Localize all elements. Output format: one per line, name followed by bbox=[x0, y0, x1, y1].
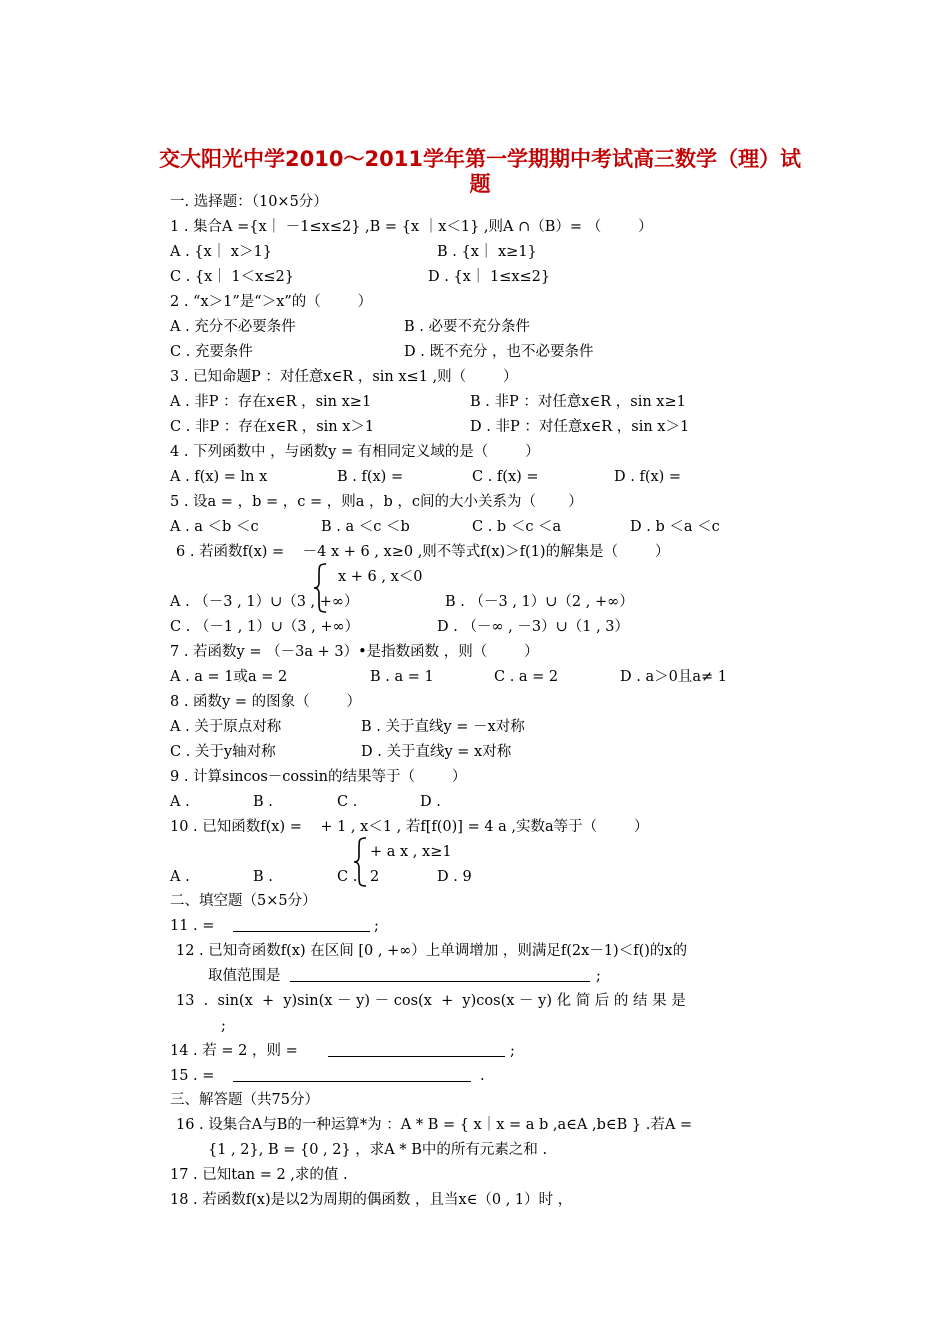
text-line: D . bbox=[420, 794, 441, 810]
text-line: D . （－∞ , －3）∪（1 , 3） bbox=[437, 619, 630, 635]
text-line: ; bbox=[221, 1018, 226, 1034]
text-line: C . b ＜c ＜a bbox=[472, 519, 562, 535]
text-line: 取值范围是 bbox=[208, 968, 281, 984]
text-line: A . 关于原点对称 bbox=[170, 719, 282, 735]
text-line: D . {x｜ 1≤x≤2} bbox=[428, 269, 551, 285]
text-line: 17 . 已知tan = 2 ,求的值 . bbox=[170, 1167, 348, 1183]
text-line: A . a ＜b ＜c bbox=[170, 519, 259, 535]
text-line: 5 . 设a = ，b = ，c = ，则a ，b ，c间的大小关系为（ ） bbox=[170, 494, 583, 510]
text-line: 一. 选择题：（10×5分） bbox=[170, 194, 328, 210]
text-line: C . 充要条件 bbox=[170, 344, 253, 360]
text-line: 3 . 已知命题P ：对任意x∈R ，sin x≤1 ,则（ ） bbox=[170, 369, 518, 385]
text-line: . bbox=[480, 1068, 485, 1084]
text-line: ; bbox=[596, 968, 601, 984]
text-line: A . 充分不必要条件 bbox=[170, 319, 296, 335]
text-line: 2 bbox=[370, 869, 380, 885]
text-line: B . 非P ：对任意x∈R ，sin x≥1 bbox=[470, 394, 686, 410]
text-line: 9 . 计算sincos－cossin的结果等于（ ） bbox=[170, 769, 467, 785]
text-line: B . f(x) = bbox=[337, 469, 404, 485]
text-line: 11 . = bbox=[170, 918, 215, 934]
text-line: 18 . 若函数f(x)是以2为周期的偶函数 ，且当x∈（0 , 1）时 ， bbox=[170, 1192, 573, 1208]
text-line: A . bbox=[170, 869, 190, 885]
text-line: B . （－3 , 1）∪（2 , +∞） bbox=[445, 594, 634, 610]
text-line: D . 9 bbox=[437, 869, 472, 885]
text-line: C . bbox=[337, 794, 358, 810]
text-line: 12 . 已知奇函数f(x) 在区间 [0 , +∞）上单调增加 ，则满足f(2x－1)＜f()的x的 bbox=[176, 943, 688, 959]
text-line: + a x , x≥1 bbox=[370, 844, 452, 860]
text-line: A . {x｜ x＞1} bbox=[170, 244, 272, 260]
text-line: D . a＞0且a≠ 1 bbox=[620, 669, 727, 685]
text-line: D . 既不充分 ，也不必要条件 bbox=[404, 344, 594, 360]
text-line: C . 关于y轴对称 bbox=[170, 744, 276, 760]
text-line: D . f(x) = bbox=[614, 469, 682, 485]
text-line: A . bbox=[170, 794, 190, 810]
text-line: B . {x｜ x≥1} bbox=[437, 244, 537, 260]
text-line: 8 . 函数y = 的图象（ ） bbox=[170, 694, 361, 710]
text-line: A . a = 1或a = 2 bbox=[170, 669, 288, 685]
text-line: 6 . 若函数f(x) = －4 x + 6 , x≥0 ,则不等式f(x)＞f(1)的解集是（ ） bbox=[176, 544, 670, 560]
text-line: 15 . = bbox=[170, 1068, 215, 1084]
text-line: 三、解答题（共75分） bbox=[170, 1092, 319, 1108]
text-line: 1 . 集合A ={x｜ －1≤x≤2} ,B = {x ｜x＜1} ,则A ∩（B）= （ ） bbox=[170, 219, 653, 235]
text-line: 14 . 若 = 2 ，则 = bbox=[170, 1043, 298, 1059]
text-line: x + 6 , x＜0 bbox=[338, 569, 423, 585]
text-line: B . a ＜c ＜b bbox=[321, 519, 410, 535]
text-line: 7 . 若函数y = （－3a + 3）•是指数函数 ，则（ ） bbox=[170, 644, 539, 660]
text-line: 16 . 设集合A与B的一种运算*为 ：A * B = { x｜x = a b ,a∈A ,b∈B } .若A = bbox=[176, 1117, 693, 1133]
text-line: ; bbox=[374, 918, 379, 934]
piecewise-brace-q10 bbox=[352, 836, 368, 888]
text-line: B . 关于直线y = －x对称 bbox=[361, 719, 525, 735]
answer-blank-11[interactable] bbox=[233, 917, 370, 932]
text-line: 二、填空题（5×5分） bbox=[170, 893, 317, 909]
answer-blank-14[interactable] bbox=[328, 1042, 505, 1057]
text-line: C . bbox=[337, 869, 358, 885]
text-line: D . 关于直线y = x对称 bbox=[361, 744, 512, 760]
text-line: A . （－3 , 1）∪（3 , +∞） bbox=[170, 594, 359, 610]
text-line: C . f(x) = bbox=[472, 469, 539, 485]
text-line: B . bbox=[253, 869, 273, 885]
text-line: 2 . “x＞1”是“＞x”的（ ） bbox=[170, 294, 373, 310]
text-line: B . bbox=[253, 794, 273, 810]
page-title-line-1: 交大阳光中学2010～2011学年第一学期期中考试高三数学（理）试 bbox=[159, 147, 801, 171]
text-line: C . a = 2 bbox=[494, 669, 559, 685]
text-line: D . b ＜a ＜c bbox=[630, 519, 720, 535]
page-title-line-2: 题 bbox=[469, 172, 491, 196]
text-line: C . （－1 , 1）∪（3 , +∞） bbox=[170, 619, 360, 635]
text-line: 4 . 下列函数中 ，与函数y = 有相同定义域的是（ ） bbox=[170, 444, 540, 460]
text-line: C . {x｜ 1＜x≤2} bbox=[170, 269, 294, 285]
text-line: {1 , 2}, B = {0 , 2} ，求A * B中的所有元素之和 . bbox=[208, 1142, 548, 1158]
text-line: A . 非P ：存在x∈R ，sin x≥1 bbox=[170, 394, 372, 410]
answer-blank-15[interactable] bbox=[233, 1067, 471, 1082]
text-line: B . 必要不充分条件 bbox=[404, 319, 530, 335]
text-line: D . 非P ：对任意x∈R ，sin x＞1 bbox=[470, 419, 690, 435]
text-line: B . a = 1 bbox=[370, 669, 434, 685]
answer-blank-12[interactable] bbox=[290, 967, 590, 982]
text-line: C . 非P ：存在x∈R ，sin x＞1 bbox=[170, 419, 375, 435]
piecewise-brace-q6 bbox=[312, 562, 328, 614]
text-line: ; bbox=[510, 1043, 515, 1059]
text-line: 13 . sin(x + y)sin(x － y) － cos(x + y)cos(x － y) 化 简 后 的 结 果 是 bbox=[176, 993, 686, 1009]
text-line: 10 . 已知函数f(x) = + 1 , x＜1 , 若f[f(0)] = 4 a ,实数a等于（ ） bbox=[170, 819, 649, 835]
text-line: A . f(x) = ln x bbox=[170, 469, 268, 485]
